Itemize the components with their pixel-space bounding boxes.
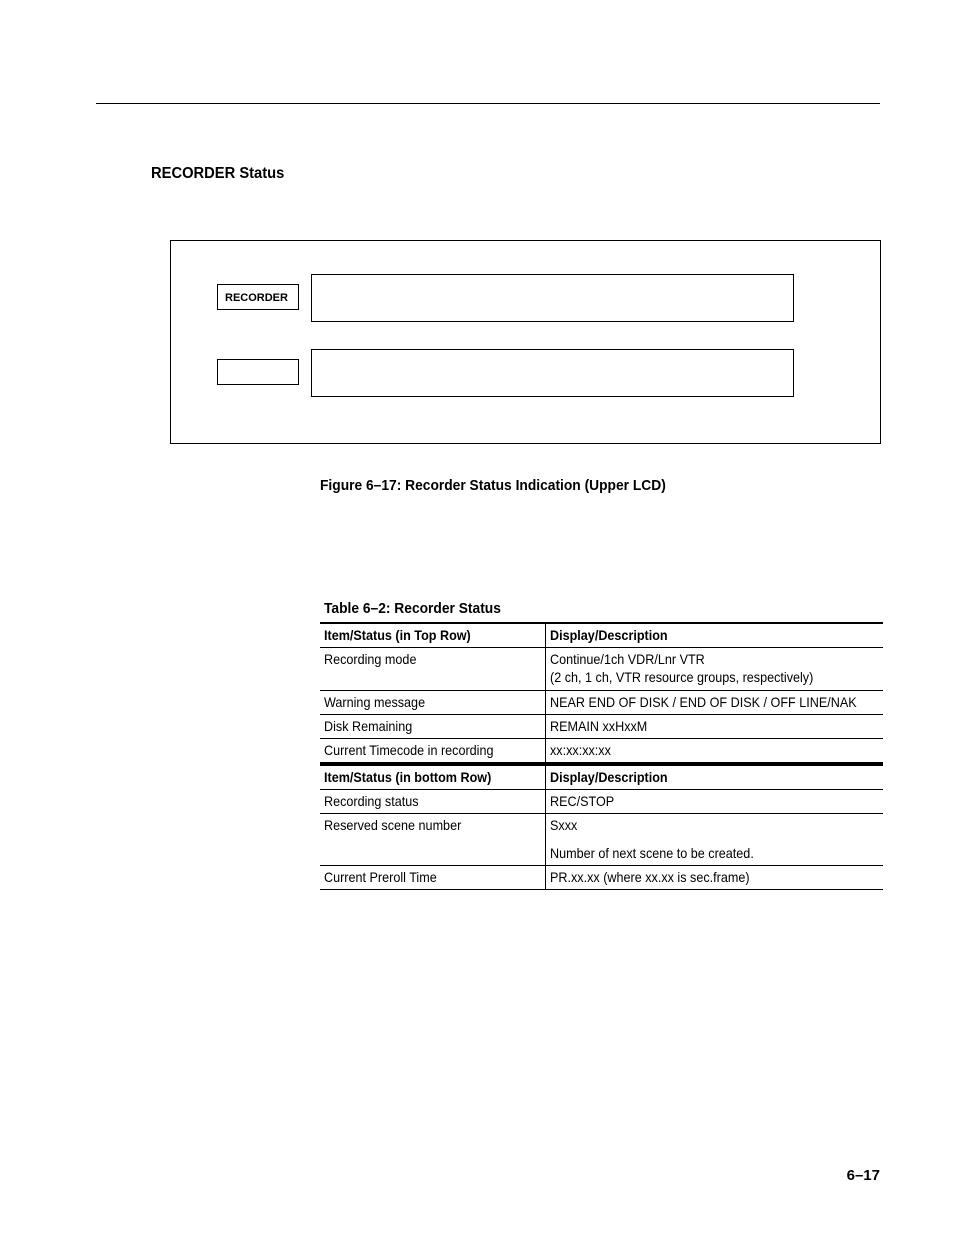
row-item: Current Preroll Time xyxy=(324,869,437,885)
table-caption: Table 6–2: Recorder Status xyxy=(324,600,501,617)
row-desc: REMAIN xxHxxM xyxy=(549,718,647,734)
table-row xyxy=(320,715,883,739)
row-item: Reserved scene number xyxy=(324,817,462,833)
header-rule xyxy=(96,103,880,104)
table-row xyxy=(320,866,883,890)
row-item: Current Timecode in recording xyxy=(324,742,494,758)
row-item: Recording mode xyxy=(324,651,417,667)
table-header-bottom xyxy=(320,764,883,790)
header-desc: Display/Description xyxy=(549,627,668,643)
lcd-figure xyxy=(170,240,881,444)
row-desc: PR.xx.xx (where xx.xx is sec.frame) xyxy=(549,869,750,885)
table-header-top xyxy=(320,623,883,648)
lcd-label-blank xyxy=(217,359,299,385)
lcd-bottom-row xyxy=(311,349,794,397)
table-row xyxy=(320,814,883,866)
header-item: Item/Status (in Top Row) xyxy=(324,627,471,643)
section-title: RECORDER Status xyxy=(151,165,285,182)
row-desc-note: (2 ch, 1 ch, VTR resource groups, respectively) xyxy=(549,669,813,685)
recorder-status-table xyxy=(320,622,883,890)
row-desc: REC/STOP xyxy=(549,793,614,809)
row-desc: Sxxx xyxy=(549,817,577,833)
table-row xyxy=(320,739,883,765)
figure-caption: Figure 6–17: Recorder Status Indication (Upper LCD) xyxy=(320,477,666,494)
row-item: Disk Remaining xyxy=(324,718,413,734)
table-row xyxy=(320,790,883,814)
page-number: 6–17 xyxy=(846,1167,880,1184)
lcd-top-row xyxy=(311,274,794,322)
row-desc: NEAR END OF DISK / END OF DISK / OFF LINE/NAK xyxy=(549,694,857,710)
row-item: Warning message xyxy=(324,694,426,710)
row-desc: xx:xx:xx:xx xyxy=(549,742,611,758)
table-row xyxy=(320,648,883,691)
row-desc-note: Number of next scene to be created. xyxy=(549,845,754,861)
lcd-label-recorder: RECORDER xyxy=(217,284,299,310)
row-item: Recording status xyxy=(324,793,419,809)
table-row xyxy=(320,691,883,715)
row-desc: Continue/1ch VDR/Lnr VTR xyxy=(549,651,705,667)
header-desc: Display/Description xyxy=(549,769,668,785)
header-item: Item/Status (in bottom Row) xyxy=(324,769,492,785)
